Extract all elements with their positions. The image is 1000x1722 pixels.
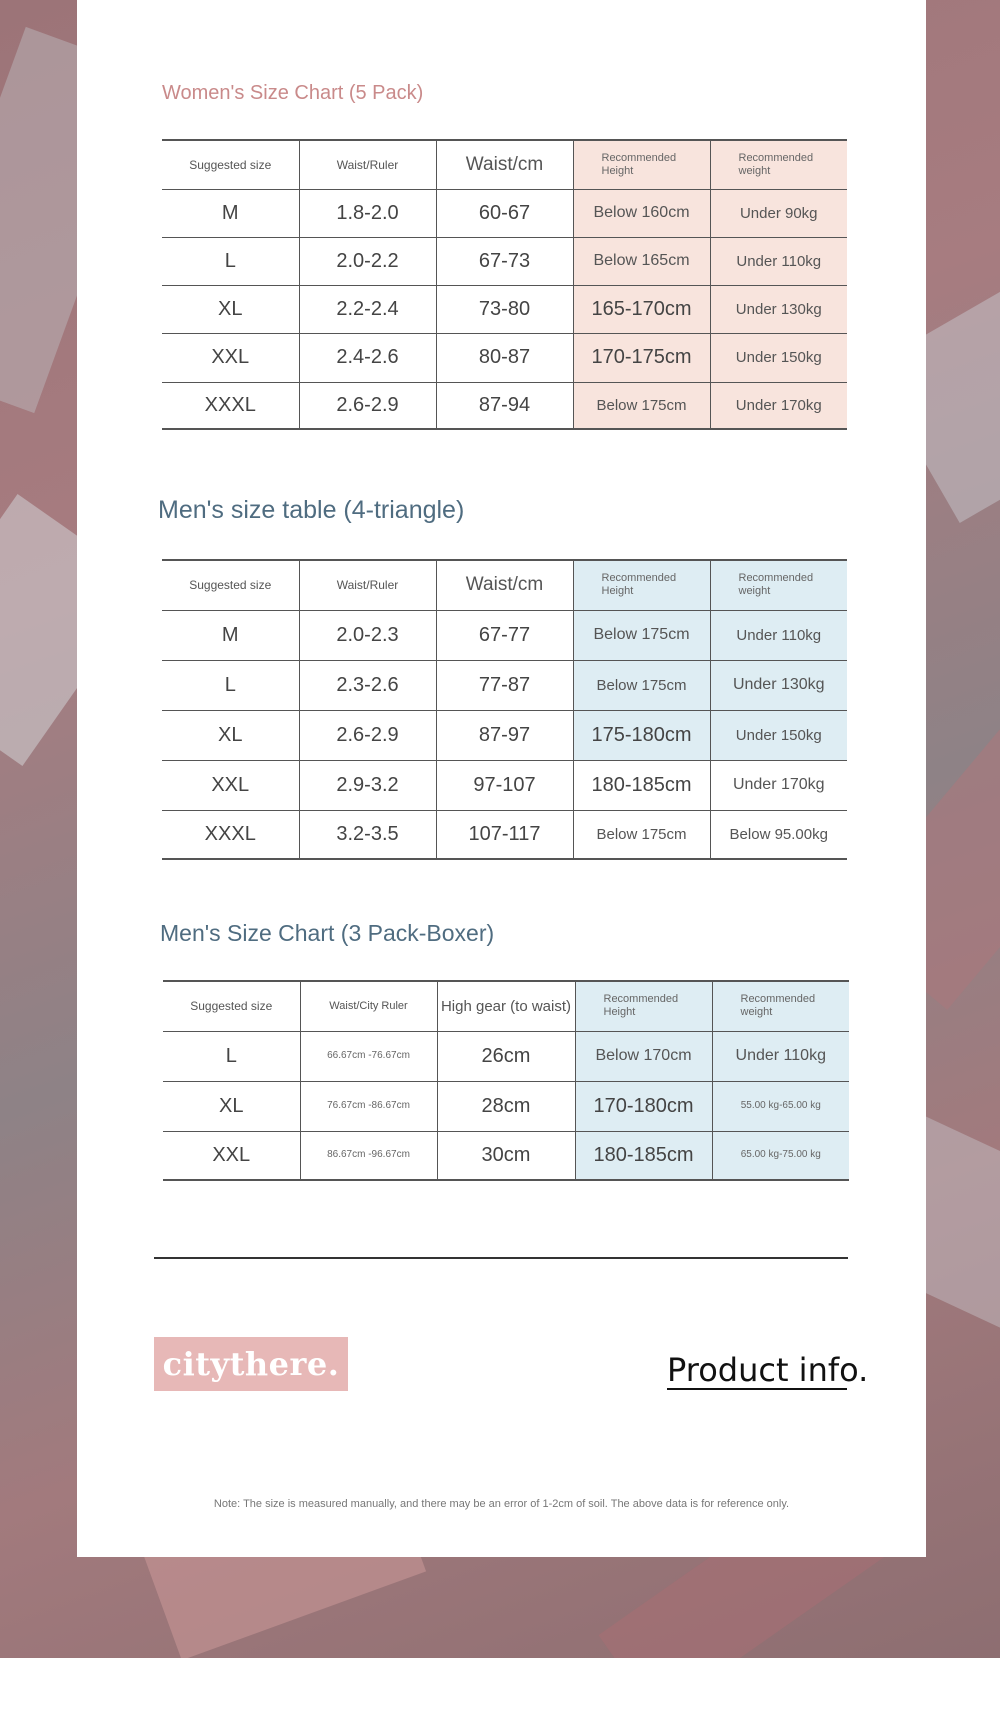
header-recommended-weight: Recommended weight [712,981,849,1031]
cell-waist-ruler: 2.9-3.2 [299,760,436,810]
cell-weight: Under 150kg [710,710,847,760]
cell-waist-city-ruler: 66.67cm -76.67cm [300,1031,437,1081]
cell-waist-cm: 87-97 [436,710,573,760]
cell-waist-cm: 107-117 [436,810,573,859]
cell-waist-ruler: 2.2-2.4 [299,285,436,333]
cell-waist-ruler: 2.4-2.6 [299,333,436,382]
header-waist-cm: Waist/cm [436,140,573,189]
women-size-chart-title: Women's Size Chart (5 Pack) [162,82,424,104]
cell-height: 175-180cm [573,710,710,760]
cell-size: XL [162,285,299,333]
cell-size: XL [163,1081,300,1131]
cell-height: Below 165cm [573,237,710,285]
citythere-logo: citythere. [154,1337,348,1391]
header-high-gear: High gear (to waist) [437,981,575,1031]
cell-height: Below 175cm [573,382,710,429]
cell-height: Below 160cm [573,189,710,237]
cell-size: XXXL [162,382,299,429]
cell-height: Below 175cm [573,660,710,710]
cell-height: Below 175cm [573,610,710,660]
table-row [163,1031,849,1081]
table-row [163,1081,849,1131]
cell-waist-cm: 80-87 [436,333,573,382]
cell-waist-cm: 73-80 [436,285,573,333]
table-header-row [162,140,847,189]
header-recommended-height: Recommended Height [573,560,710,610]
header-suggested-size: Suggested size [163,981,300,1031]
table-header-row [163,981,849,1031]
table-row [162,237,847,285]
cell-waist-cm: 67-73 [436,237,573,285]
cell-size: M [162,189,299,237]
cell-weight: Under 130kg [710,660,847,710]
cell-weight: Under 90kg [710,189,847,237]
measurement-note: Note: The size is measured manually, and there may be an error of 1-2cm of soil. The above data is for reference only. [213,1498,790,1510]
cell-high-gear: 26cm [437,1031,575,1081]
table-row [162,710,847,760]
table-row [162,810,847,859]
table-row [162,610,847,660]
cell-weight: Under 150kg [710,333,847,382]
cell-waist-cm: 77-87 [436,660,573,710]
cell-weight: Under 170kg [710,382,847,429]
cell-weight: Under 110kg [710,610,847,660]
header-recommended-weight: Recommended weight [710,560,847,610]
cell-size: XXL [163,1131,300,1180]
product-info-heading: Product info. [667,1351,869,1389]
cell-waist-cm: 60-67 [436,189,573,237]
cell-size: XXL [162,760,299,810]
cell-waist-city-ruler: 76.67cm -86.67cm [300,1081,437,1131]
cell-size: XL [162,710,299,760]
men-boxer-chart-title: Men's Size Chart (3 Pack-Boxer) [160,920,495,946]
table-row [162,285,847,333]
cell-height: 180-185cm [573,760,710,810]
cell-waist-ruler: 2.0-2.3 [299,610,436,660]
cell-height: 170-180cm [575,1081,712,1131]
cell-weight: Under 110kg [712,1031,849,1081]
cell-size: L [163,1031,300,1081]
table-row [163,1131,849,1180]
table-row [162,333,847,382]
header-suggested-size: Suggested size [162,140,299,189]
header-waist-cm: Waist/cm [436,560,573,610]
cell-weight: 65.00 kg-75.00 kg [712,1131,849,1180]
header-suggested-size: Suggested size [162,560,299,610]
cell-weight: Under 130kg [710,285,847,333]
divider [154,1257,848,1259]
cell-waist-cm: 67-77 [436,610,573,660]
cell-size: XXL [162,333,299,382]
cell-high-gear: 28cm [437,1081,575,1131]
cell-waist-ruler: 2.6-2.9 [299,382,436,429]
table-row [162,760,847,810]
header-recommended-height: Recommended Height [575,981,712,1031]
cell-height: Below 175cm [573,810,710,859]
cell-waist-ruler: 2.0-2.2 [299,237,436,285]
cell-waist-ruler: 1.8-2.0 [299,189,436,237]
cell-waist-ruler: 2.6-2.9 [299,710,436,760]
table-row [162,660,847,710]
size-chart-card [77,0,926,1557]
cell-weight: Under 110kg [710,237,847,285]
cell-height: 180-185cm [575,1131,712,1180]
cell-weight: 55.00 kg-65.00 kg [712,1081,849,1131]
table-header-row [162,560,847,610]
cell-weight: Under 170kg [710,760,847,810]
men-triangle-size-table [162,559,847,860]
cell-size: L [162,237,299,285]
cell-weight: Below 95.00kg [710,810,847,859]
table-row [162,382,847,429]
cell-high-gear: 30cm [437,1131,575,1180]
cell-waist-cm: 97-107 [436,760,573,810]
men-boxer-size-table [163,980,849,1181]
cell-waist-cm: 87-94 [436,382,573,429]
header-waist-ruler: Waist/Ruler [299,140,436,189]
cell-size: L [162,660,299,710]
cell-waist-ruler: 3.2-3.5 [299,810,436,859]
header-recommended-height: Recommended Height [573,140,710,189]
men-triangle-chart-title: Men's size table (4-triangle) [158,496,465,524]
table-row [162,189,847,237]
header-waist-city-ruler: Waist/City Ruler [300,981,437,1031]
cell-height: 170-175cm [573,333,710,382]
cell-size: M [162,610,299,660]
header-recommended-weight: Recommended weight [710,140,847,189]
cell-height: Below 170cm [575,1031,712,1081]
cell-waist-city-ruler: 86.67cm -96.67cm [300,1131,437,1180]
cell-size: XXXL [162,810,299,859]
women-size-table [162,139,847,430]
header-waist-ruler: Waist/Ruler [299,560,436,610]
cell-waist-ruler: 2.3-2.6 [299,660,436,710]
cell-height: 165-170cm [573,285,710,333]
